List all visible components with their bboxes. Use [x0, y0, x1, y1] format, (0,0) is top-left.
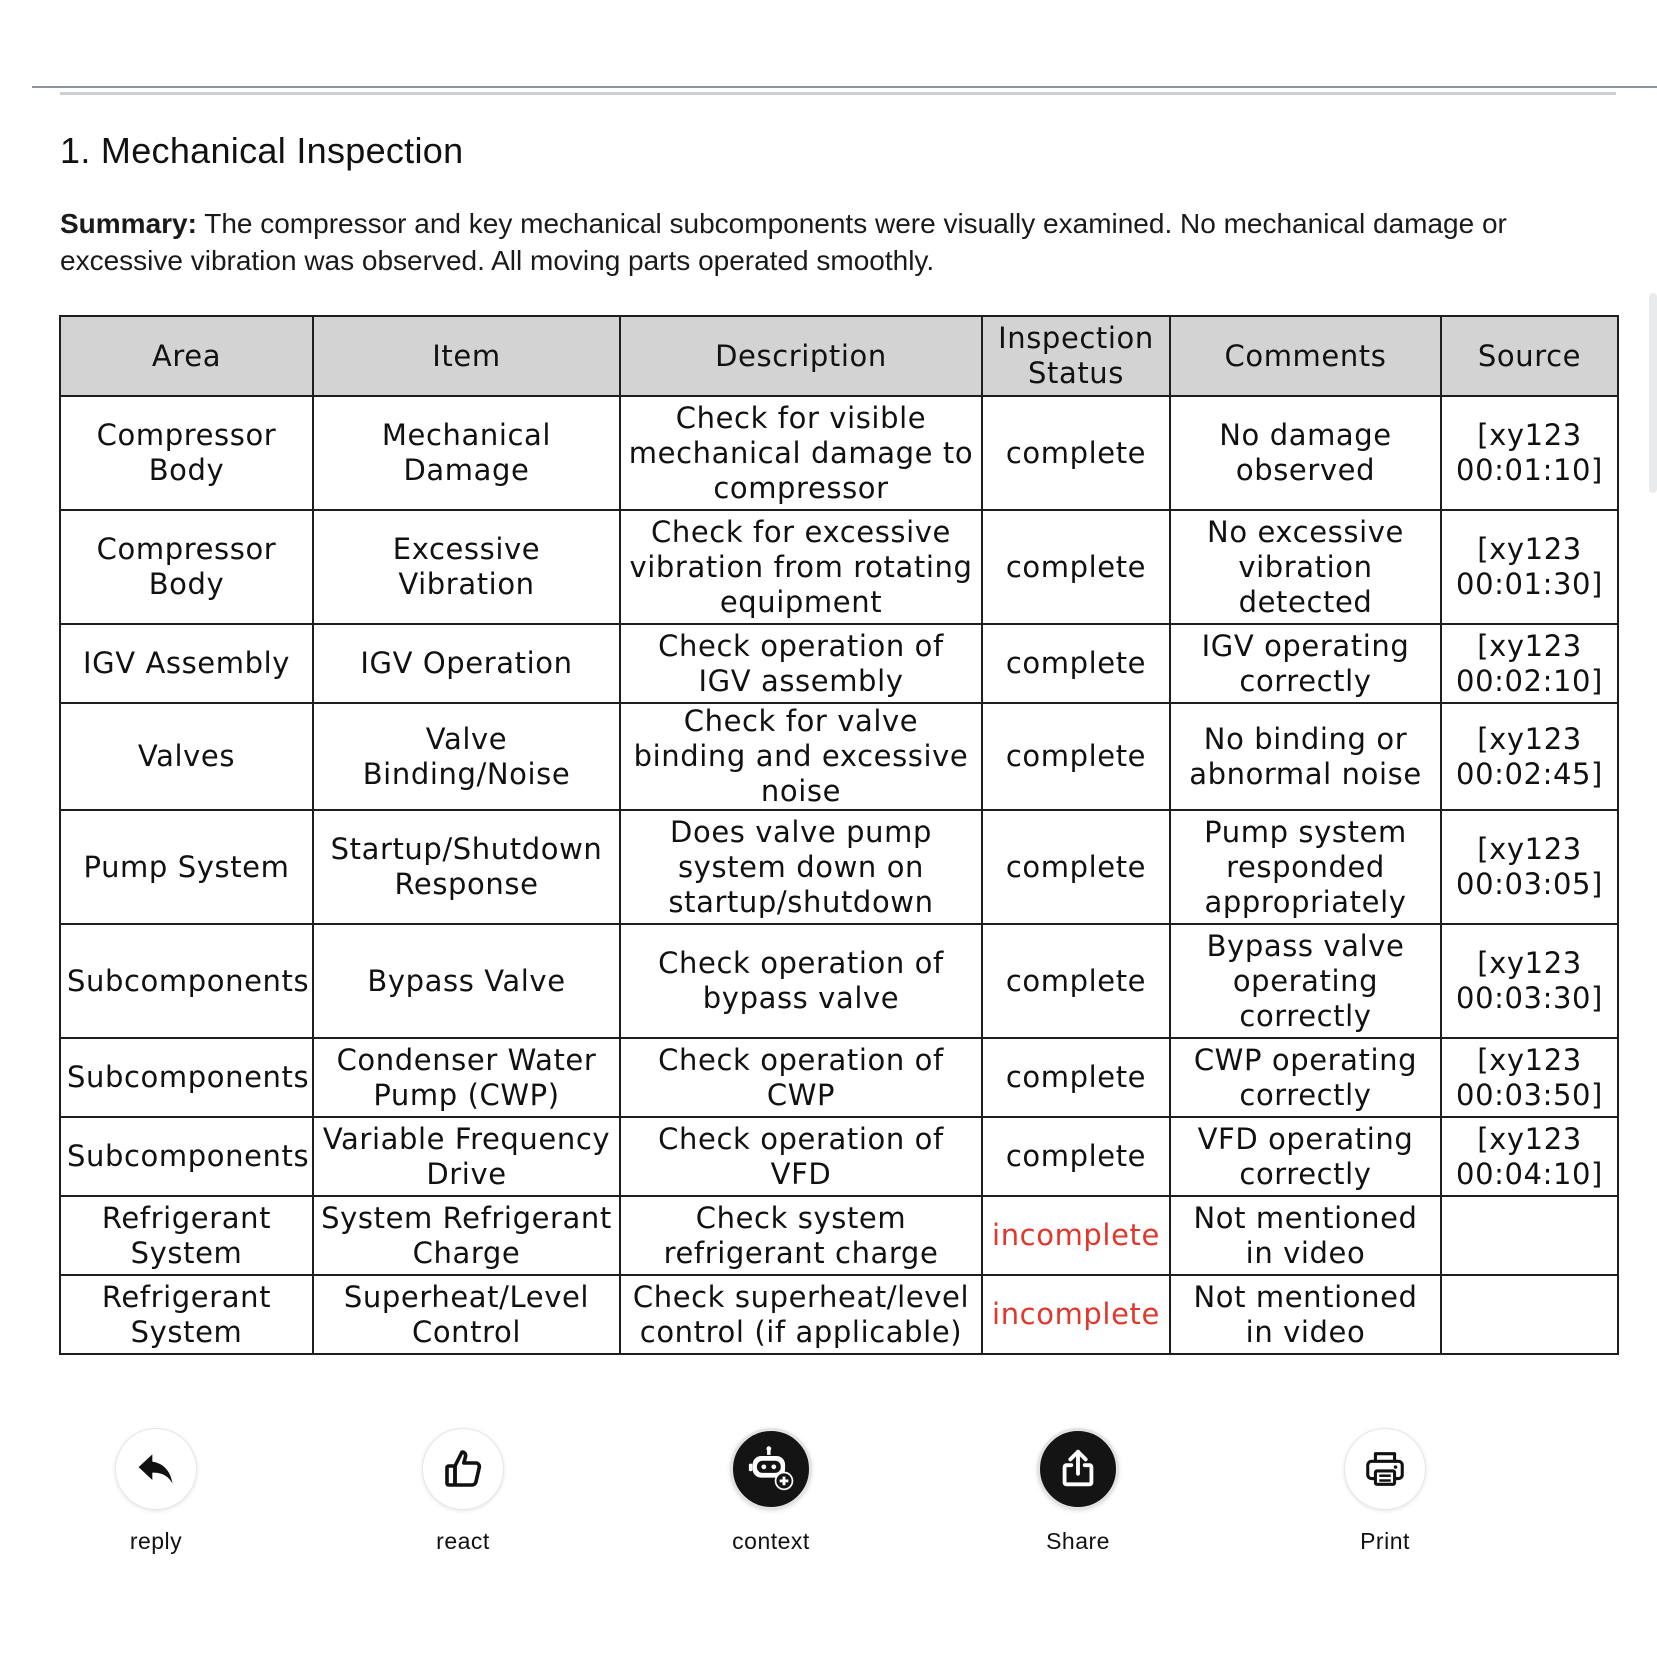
- table-row: [60, 1196, 1618, 1275]
- summary-paragraph: [60, 205, 1620, 279]
- cell-status: complete: [982, 624, 1170, 703]
- cell-source: [xy123 00:02:45]: [1441, 703, 1618, 810]
- cell-item: Variable Frequency Drive: [313, 1117, 620, 1196]
- cell-area: Subcomponents: [60, 1038, 313, 1117]
- cell-area: Subcomponents: [60, 924, 313, 1038]
- cell-description: Check for visible mechanical damage to compressor: [620, 396, 982, 510]
- cell-area: Pump System: [60, 810, 313, 924]
- column-header-description: Description: [620, 316, 982, 396]
- column-header-item: Item: [313, 316, 620, 396]
- cell-status: complete: [982, 1038, 1170, 1117]
- table-row: [60, 1038, 1618, 1117]
- cell-status: incomplete: [982, 1196, 1170, 1275]
- reply-action: [86, 1428, 226, 1555]
- cell-description: Check operation of IGV assembly: [620, 624, 982, 703]
- reply-label: reply: [129, 1528, 183, 1554]
- table-header-row: [60, 316, 1618, 396]
- cell-description: Check system refrigerant charge: [620, 1196, 982, 1275]
- table-row: [60, 624, 1618, 703]
- cell-source: [xy123 00:01:30]: [1441, 510, 1618, 624]
- print-label: Print: [1360, 1528, 1410, 1554]
- page-scrollbar-thumb[interactable]: [1649, 293, 1657, 493]
- thumbs-up-icon: [439, 1445, 487, 1493]
- cell-area: Compressor Body: [60, 396, 313, 510]
- table-row: [60, 1275, 1618, 1354]
- share-action: [1008, 1428, 1148, 1555]
- table-row: [60, 1117, 1618, 1196]
- cell-source: [xy123 00:01:10]: [1441, 396, 1618, 510]
- share-icon: [1055, 1446, 1101, 1492]
- share-button[interactable]: [1037, 1428, 1119, 1510]
- cell-area: IGV Assembly: [60, 624, 313, 703]
- cell-item: Excessive Vibration: [313, 510, 620, 624]
- cell-description: Check operation of VFD: [620, 1117, 982, 1196]
- cell-status: complete: [982, 810, 1170, 924]
- print-button[interactable]: [1344, 1428, 1426, 1510]
- context-label: context: [732, 1528, 810, 1554]
- cell-status: incomplete: [982, 1275, 1170, 1354]
- cell-area: Valves: [60, 703, 313, 810]
- cell-comments: No damage observed: [1170, 396, 1441, 510]
- cell-source: [xy123 00:03:50]: [1441, 1038, 1618, 1117]
- cell-description: Check for excessive vibration from rotating equipment: [620, 510, 982, 624]
- cell-description: Check for valve binding and excessive noise: [620, 703, 982, 810]
- cell-comments: No binding or abnormal noise: [1170, 703, 1441, 810]
- summary-label: Summary:: [60, 208, 197, 239]
- cell-item: Mechanical Damage: [313, 396, 620, 510]
- cell-status: complete: [982, 396, 1170, 510]
- cell-status: complete: [982, 703, 1170, 810]
- cell-source: [1441, 1196, 1618, 1275]
- cell-source: [xy123 00:03:05]: [1441, 810, 1618, 924]
- react-button[interactable]: [422, 1428, 504, 1510]
- reply-arrow-icon: [134, 1447, 178, 1491]
- cell-comments: Not mentioned in video: [1170, 1275, 1441, 1354]
- cell-source: [xy123 00:02:10]: [1441, 624, 1618, 703]
- column-header-comments: Comments: [1170, 316, 1441, 396]
- react-label: react: [436, 1528, 490, 1554]
- table-row: [60, 510, 1618, 624]
- table-row: [60, 703, 1618, 810]
- cell-comments: VFD operating correctly: [1170, 1117, 1441, 1196]
- cell-status: complete: [982, 510, 1170, 624]
- cell-description: Check superheat/level control (if applicable): [620, 1275, 982, 1354]
- table-scroll-area[interactable]: [59, 315, 1619, 1349]
- cell-item: System Refrigerant Charge: [313, 1196, 620, 1275]
- cell-comments: Pump system responded appropriately: [1170, 810, 1441, 924]
- cell-comments: IGV operating correctly: [1170, 624, 1441, 703]
- cell-area: Compressor Body: [60, 510, 313, 624]
- printer-icon: [1362, 1446, 1408, 1492]
- reply-button[interactable]: [115, 1428, 197, 1510]
- table-row: [60, 810, 1618, 924]
- section-title: 1. Mechanical Inspection: [60, 130, 464, 171]
- column-header-source: Source: [1441, 316, 1618, 396]
- table-row: [60, 396, 1618, 510]
- robot-add-icon: [745, 1443, 797, 1495]
- top-divider-secondary: [60, 92, 1616, 95]
- cell-item: Valve Binding/Noise: [313, 703, 620, 810]
- cell-item: Superheat/Level Control: [313, 1275, 620, 1354]
- cell-area: Refrigerant System: [60, 1275, 313, 1354]
- cell-item: Bypass Valve: [313, 924, 620, 1038]
- cell-status: complete: [982, 1117, 1170, 1196]
- cell-item: Startup/Shutdown Response: [313, 810, 620, 924]
- cell-status: complete: [982, 924, 1170, 1038]
- react-action: [393, 1428, 533, 1555]
- context-action: [701, 1428, 841, 1555]
- cell-source: [xy123 00:03:30]: [1441, 924, 1618, 1038]
- cell-description: Does valve pump system down on startup/shutdown: [620, 810, 982, 924]
- inspection-table: [59, 315, 1619, 1355]
- cell-comments: Bypass valve operating correctly: [1170, 924, 1441, 1038]
- cell-description: Check operation of CWP: [620, 1038, 982, 1117]
- cell-comments: CWP operating correctly: [1170, 1038, 1441, 1117]
- top-divider: [32, 86, 1657, 88]
- context-button[interactable]: [730, 1428, 812, 1510]
- share-label: Share: [1046, 1528, 1110, 1554]
- cell-comments: No excessive vibration detected: [1170, 510, 1441, 624]
- cell-area: Subcomponents: [60, 1117, 313, 1196]
- summary-text: The compressor and key mechanical subcomponents were visually examined. No mechanical damage or excessive vibration was observed. All moving parts operated smoothly.: [60, 208, 1507, 276]
- cell-source: [1441, 1275, 1618, 1354]
- column-header-area: Area: [60, 316, 313, 396]
- cell-item: Condenser Water Pump (CWP): [313, 1038, 620, 1117]
- cell-comments: Not mentioned in video: [1170, 1196, 1441, 1275]
- cell-source: [xy123 00:04:10]: [1441, 1117, 1618, 1196]
- cell-item: IGV Operation: [313, 624, 620, 703]
- cell-area: Refrigerant System: [60, 1196, 313, 1275]
- cell-description: Check operation of bypass valve: [620, 924, 982, 1038]
- table-row: [60, 924, 1618, 1038]
- print-action: [1315, 1428, 1455, 1555]
- column-header-inspection-status: Inspection Status: [982, 316, 1170, 396]
